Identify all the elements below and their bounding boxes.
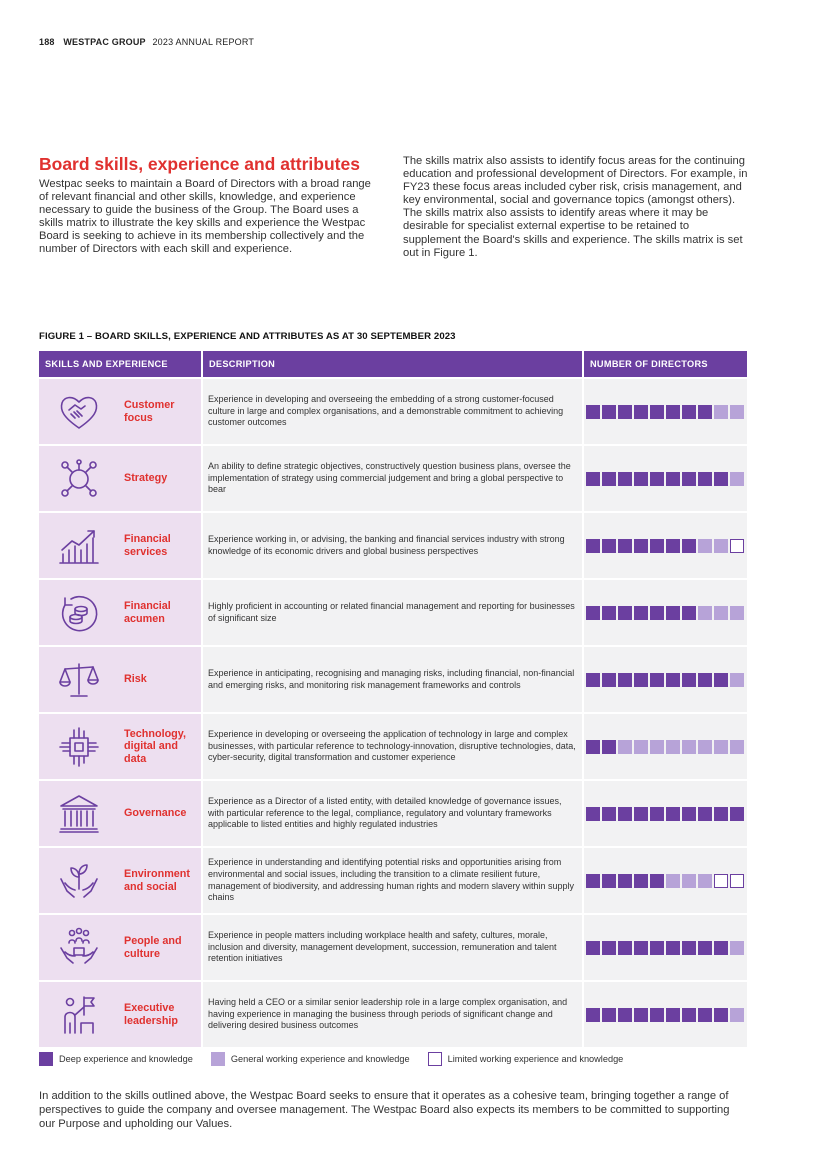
director-square-general (730, 1008, 744, 1022)
director-square-deep (698, 472, 712, 486)
skill-cell (39, 647, 203, 712)
intro-left-column (39, 154, 379, 257)
skill-description: Having held a CEO or a similar senior leadership role in a large complex organisation, and having experience in managing the business through periods of significant change and delivering desired business outcomes (203, 982, 584, 1047)
director-square-deep (698, 673, 712, 687)
director-square-deep (634, 405, 648, 419)
director-square-deep (618, 1008, 632, 1022)
skill-cell (39, 915, 203, 980)
director-count-cell (584, 379, 747, 444)
director-square-deep (618, 673, 632, 687)
skill-cell (39, 781, 203, 846)
director-square-deep (666, 673, 680, 687)
skills-matrix-table (39, 351, 747, 1047)
director-square-deep (682, 606, 696, 620)
director-square-general (682, 874, 696, 888)
director-square-deep (682, 1008, 696, 1022)
director-square-general (714, 405, 728, 419)
scales-icon (39, 646, 119, 713)
director-square-deep (586, 472, 600, 486)
column-header-description: DESCRIPTION (203, 351, 584, 377)
director-square-deep (602, 1008, 616, 1022)
director-count-cell (584, 513, 747, 578)
skill-description: Experience in developing and overseeing the embedding of a strong customer-focused culture in large and complex organisations, and a demonstrable commitment to achieving customer outcomes (203, 379, 584, 444)
director-square-deep (682, 941, 696, 955)
table-row (39, 645, 747, 712)
legend-label-deep: Deep experience and knowledge (59, 1054, 193, 1064)
director-square-deep (634, 874, 648, 888)
director-square-deep (650, 405, 664, 419)
director-square-deep (650, 1008, 664, 1022)
director-square-deep (602, 874, 616, 888)
skill-cell (39, 379, 203, 444)
director-square-deep (618, 807, 632, 821)
director-square-limited (730, 539, 744, 553)
director-square-deep (682, 539, 696, 553)
legend-item-deep (39, 1052, 193, 1066)
page-number: 188 (39, 37, 55, 47)
intro-right-paragraph: The skills matrix also assists to identify focus areas for the continuing education and professional development of Directors. For example, in FY23 these focus areas included cyber risk, crisis management, and key environmental, social and governance topics (amongst others). The skills matrix also assists to identify areas where it may be desirable for specialist external expertise to be retained to supplement the Board's skills and experience. The skills matrix is set out in Figure 1. (403, 155, 748, 259)
director-square-deep (634, 606, 648, 620)
director-square-deep (602, 472, 616, 486)
director-square-deep (634, 807, 648, 821)
director-square-deep (714, 941, 728, 955)
skill-cell (39, 848, 203, 913)
director-square-deep (602, 405, 616, 419)
circuit-chip-icon (39, 713, 119, 780)
director-square-general (714, 740, 728, 754)
skill-name: Governance (124, 807, 187, 820)
director-square-deep (682, 405, 696, 419)
director-count-cell (584, 982, 747, 1047)
skill-cell (39, 714, 203, 779)
skill-cell (39, 446, 203, 511)
table-row (39, 846, 747, 913)
director-square-general (618, 740, 632, 754)
skill-description: Experience in people matters including workplace health and safety, cultures, morale, inclusion and diversity, management development, succession, remuneration and talent retention initiatives (203, 915, 584, 980)
table-row (39, 444, 747, 511)
director-square-deep (730, 807, 744, 821)
director-square-deep (682, 673, 696, 687)
skill-name: Technology, digital and data (124, 727, 186, 765)
director-square-deep (618, 874, 632, 888)
legend-label-general: General working experience and knowledge (230, 1054, 410, 1064)
director-square-deep (698, 1008, 712, 1022)
legend-label-limited: Limited working experience and knowledge (447, 1054, 624, 1064)
strategy-network-icon (39, 445, 119, 512)
director-square-deep (650, 807, 664, 821)
director-square-deep (650, 472, 664, 486)
director-square-deep (618, 472, 632, 486)
director-square-general (698, 740, 712, 754)
director-square-deep (666, 1008, 680, 1022)
director-count-cell (584, 446, 747, 511)
director-square-general (682, 740, 696, 754)
legend-swatch-general (211, 1052, 225, 1066)
director-square-deep (586, 673, 600, 687)
director-square-deep (586, 606, 600, 620)
director-square-deep (586, 941, 600, 955)
skill-name: Environment and social (124, 868, 190, 893)
director-square-general (698, 606, 712, 620)
skill-description: Experience working in, or advising, the banking and financial services industry with strong knowledge of its economic drivers and global business perspectives (203, 513, 584, 578)
page-header (39, 37, 254, 47)
skill-description: Experience as a Director of a listed entity, with detailed knowledge of governance issues, with particular reference to the legal, compliance, regulatory and voluntary frameworks applicable to listed entities and highly regulated industries (203, 781, 584, 846)
director-count-cell (584, 848, 747, 913)
director-square-general (730, 740, 744, 754)
intro-left-paragraph: Westpac seeks to maintain a Board of Directors with a broad range of relevant financial and other skills, knowledge, and experience necessary to guide the business of the Group. The Board uses a skills matrix to illustrate the key skills and experience the Westpac Board is seeking to achieve in its membership collectively and the number of Directors with each skill and experience. (39, 178, 371, 256)
director-square-general (730, 673, 744, 687)
director-square-deep (586, 807, 600, 821)
hands-people-icon (39, 914, 119, 981)
skill-description: Experience in understanding and identifying potential risks and opportunities arising from environmental and social issues, including the transition to a climate resilient future, management of biodiversity, and addressing human rights and modern slavery within supply chains (203, 848, 584, 913)
director-square-general (714, 606, 728, 620)
director-square-deep (650, 539, 664, 553)
leader-flag-icon (39, 981, 119, 1048)
skill-description: Experience in developing or overseeing the application of technology in large and complex businesses, with particular reference to technology-innovation, disruptive technologies, data, cyber-security, digital transformation and customer experience (203, 714, 584, 779)
director-square-deep (666, 472, 680, 486)
section-heading: Board skills, experience and attributes (39, 154, 360, 174)
director-square-general (730, 606, 744, 620)
table-row (39, 578, 747, 645)
legend (39, 1052, 641, 1066)
director-squares (586, 941, 744, 955)
table-row (39, 712, 747, 779)
skill-name: Financial acumen (124, 600, 171, 625)
hands-plant-icon (39, 847, 119, 914)
director-count-cell (584, 580, 747, 645)
closing-paragraph: In addition to the skills outlined above, the Westpac Board seeks to ensure that it operates as a cohesive team, bringing together a range of perspectives to guide the company and oversee management. The Westpac Board also expects its members to be committed to supporting our Purpose and upholding our Values. (39, 1090, 730, 1130)
director-square-deep (666, 405, 680, 419)
director-square-general (714, 539, 728, 553)
director-square-deep (618, 941, 632, 955)
director-square-general (650, 740, 664, 754)
director-square-deep (714, 472, 728, 486)
director-square-deep (634, 1008, 648, 1022)
director-square-general (698, 539, 712, 553)
brand-name: WESTPAC GROUP (63, 37, 146, 47)
table-header (39, 351, 747, 377)
director-square-deep (586, 539, 600, 553)
handshake-heart-icon (39, 378, 119, 445)
director-square-general (730, 405, 744, 419)
director-square-deep (650, 673, 664, 687)
legend-swatch-limited (428, 1052, 442, 1066)
table-row (39, 511, 747, 578)
legend-swatch-deep (39, 1052, 53, 1066)
table-body (39, 377, 747, 1047)
skill-name: Risk (124, 673, 147, 686)
director-square-limited (730, 874, 744, 888)
director-square-deep (666, 941, 680, 955)
skill-name: Executive leadership (124, 1002, 179, 1027)
director-square-deep (586, 740, 600, 754)
director-square-deep (586, 874, 600, 888)
director-count-cell (584, 647, 747, 712)
director-square-deep (714, 673, 728, 687)
director-square-deep (650, 874, 664, 888)
director-square-general (730, 941, 744, 955)
legend-item-limited (428, 1052, 624, 1066)
director-square-deep (586, 1008, 600, 1022)
director-square-deep (586, 405, 600, 419)
director-square-limited (714, 874, 728, 888)
figure-title: FIGURE 1 – BOARD SKILLS, EXPERIENCE AND ATTRIBUTES AS AT 30 SEPTEMBER 2023 (39, 331, 456, 342)
skill-cell (39, 982, 203, 1047)
table-row (39, 779, 747, 846)
director-square-deep (634, 472, 648, 486)
skill-cell (39, 580, 203, 645)
director-square-general (634, 740, 648, 754)
director-square-deep (682, 472, 696, 486)
director-square-general (666, 874, 680, 888)
director-square-deep (714, 807, 728, 821)
director-squares (586, 740, 744, 754)
director-square-general (698, 874, 712, 888)
director-squares (586, 539, 744, 553)
director-squares (586, 874, 744, 888)
director-square-deep (682, 807, 696, 821)
legend-item-general (211, 1052, 410, 1066)
director-square-deep (602, 807, 616, 821)
report-name: 2023 ANNUAL REPORT (152, 37, 255, 47)
column-header-skills: SKILLS AND EXPERIENCE (39, 351, 203, 377)
growth-chart-icon (39, 512, 119, 579)
director-square-deep (602, 539, 616, 553)
institution-icon (39, 780, 119, 847)
director-squares (586, 606, 744, 620)
skill-name: Customer focus (124, 399, 175, 424)
director-square-deep (698, 807, 712, 821)
skill-cell (39, 513, 203, 578)
director-square-deep (666, 807, 680, 821)
director-count-cell (584, 915, 747, 980)
skill-name: People and culture (124, 935, 182, 960)
director-squares (586, 472, 744, 486)
skill-name: Financial services (124, 533, 171, 558)
director-square-deep (634, 941, 648, 955)
table-row (39, 913, 747, 980)
director-square-deep (634, 539, 648, 553)
director-square-deep (602, 673, 616, 687)
director-square-deep (602, 740, 616, 754)
director-square-deep (714, 1008, 728, 1022)
director-squares (586, 807, 744, 821)
director-square-deep (602, 606, 616, 620)
director-square-deep (666, 606, 680, 620)
skill-name: Strategy (124, 472, 168, 485)
director-squares (586, 673, 744, 687)
director-square-deep (698, 405, 712, 419)
director-square-deep (618, 606, 632, 620)
director-square-general (666, 740, 680, 754)
director-square-deep (666, 539, 680, 553)
director-square-deep (650, 941, 664, 955)
director-count-cell (584, 714, 747, 779)
skill-description: An ability to define strategic objectives, constructively question business plans, oversee the implementation of strategy using commercial judgement and bring a global perspective to bear (203, 446, 584, 511)
skill-description: Highly proficient in accounting or related financial management and reporting for businesses of significant size (203, 580, 584, 645)
director-square-deep (602, 941, 616, 955)
director-square-deep (698, 941, 712, 955)
director-squares (586, 1008, 744, 1022)
coins-cycle-icon (39, 579, 119, 646)
table-row (39, 377, 747, 444)
director-squares (586, 405, 744, 419)
column-header-directors: NUMBER OF DIRECTORS (590, 359, 708, 369)
director-square-deep (650, 606, 664, 620)
intro-right-column (403, 155, 748, 260)
table-row (39, 980, 747, 1047)
director-square-deep (634, 673, 648, 687)
director-square-general (730, 472, 744, 486)
skill-description: Experience in anticipating, recognising and managing risks, including financial, non-financial and emerging risks, and monitoring risk management frameworks and controls (203, 647, 584, 712)
director-count-cell (584, 781, 747, 846)
director-square-deep (618, 539, 632, 553)
director-square-deep (618, 405, 632, 419)
